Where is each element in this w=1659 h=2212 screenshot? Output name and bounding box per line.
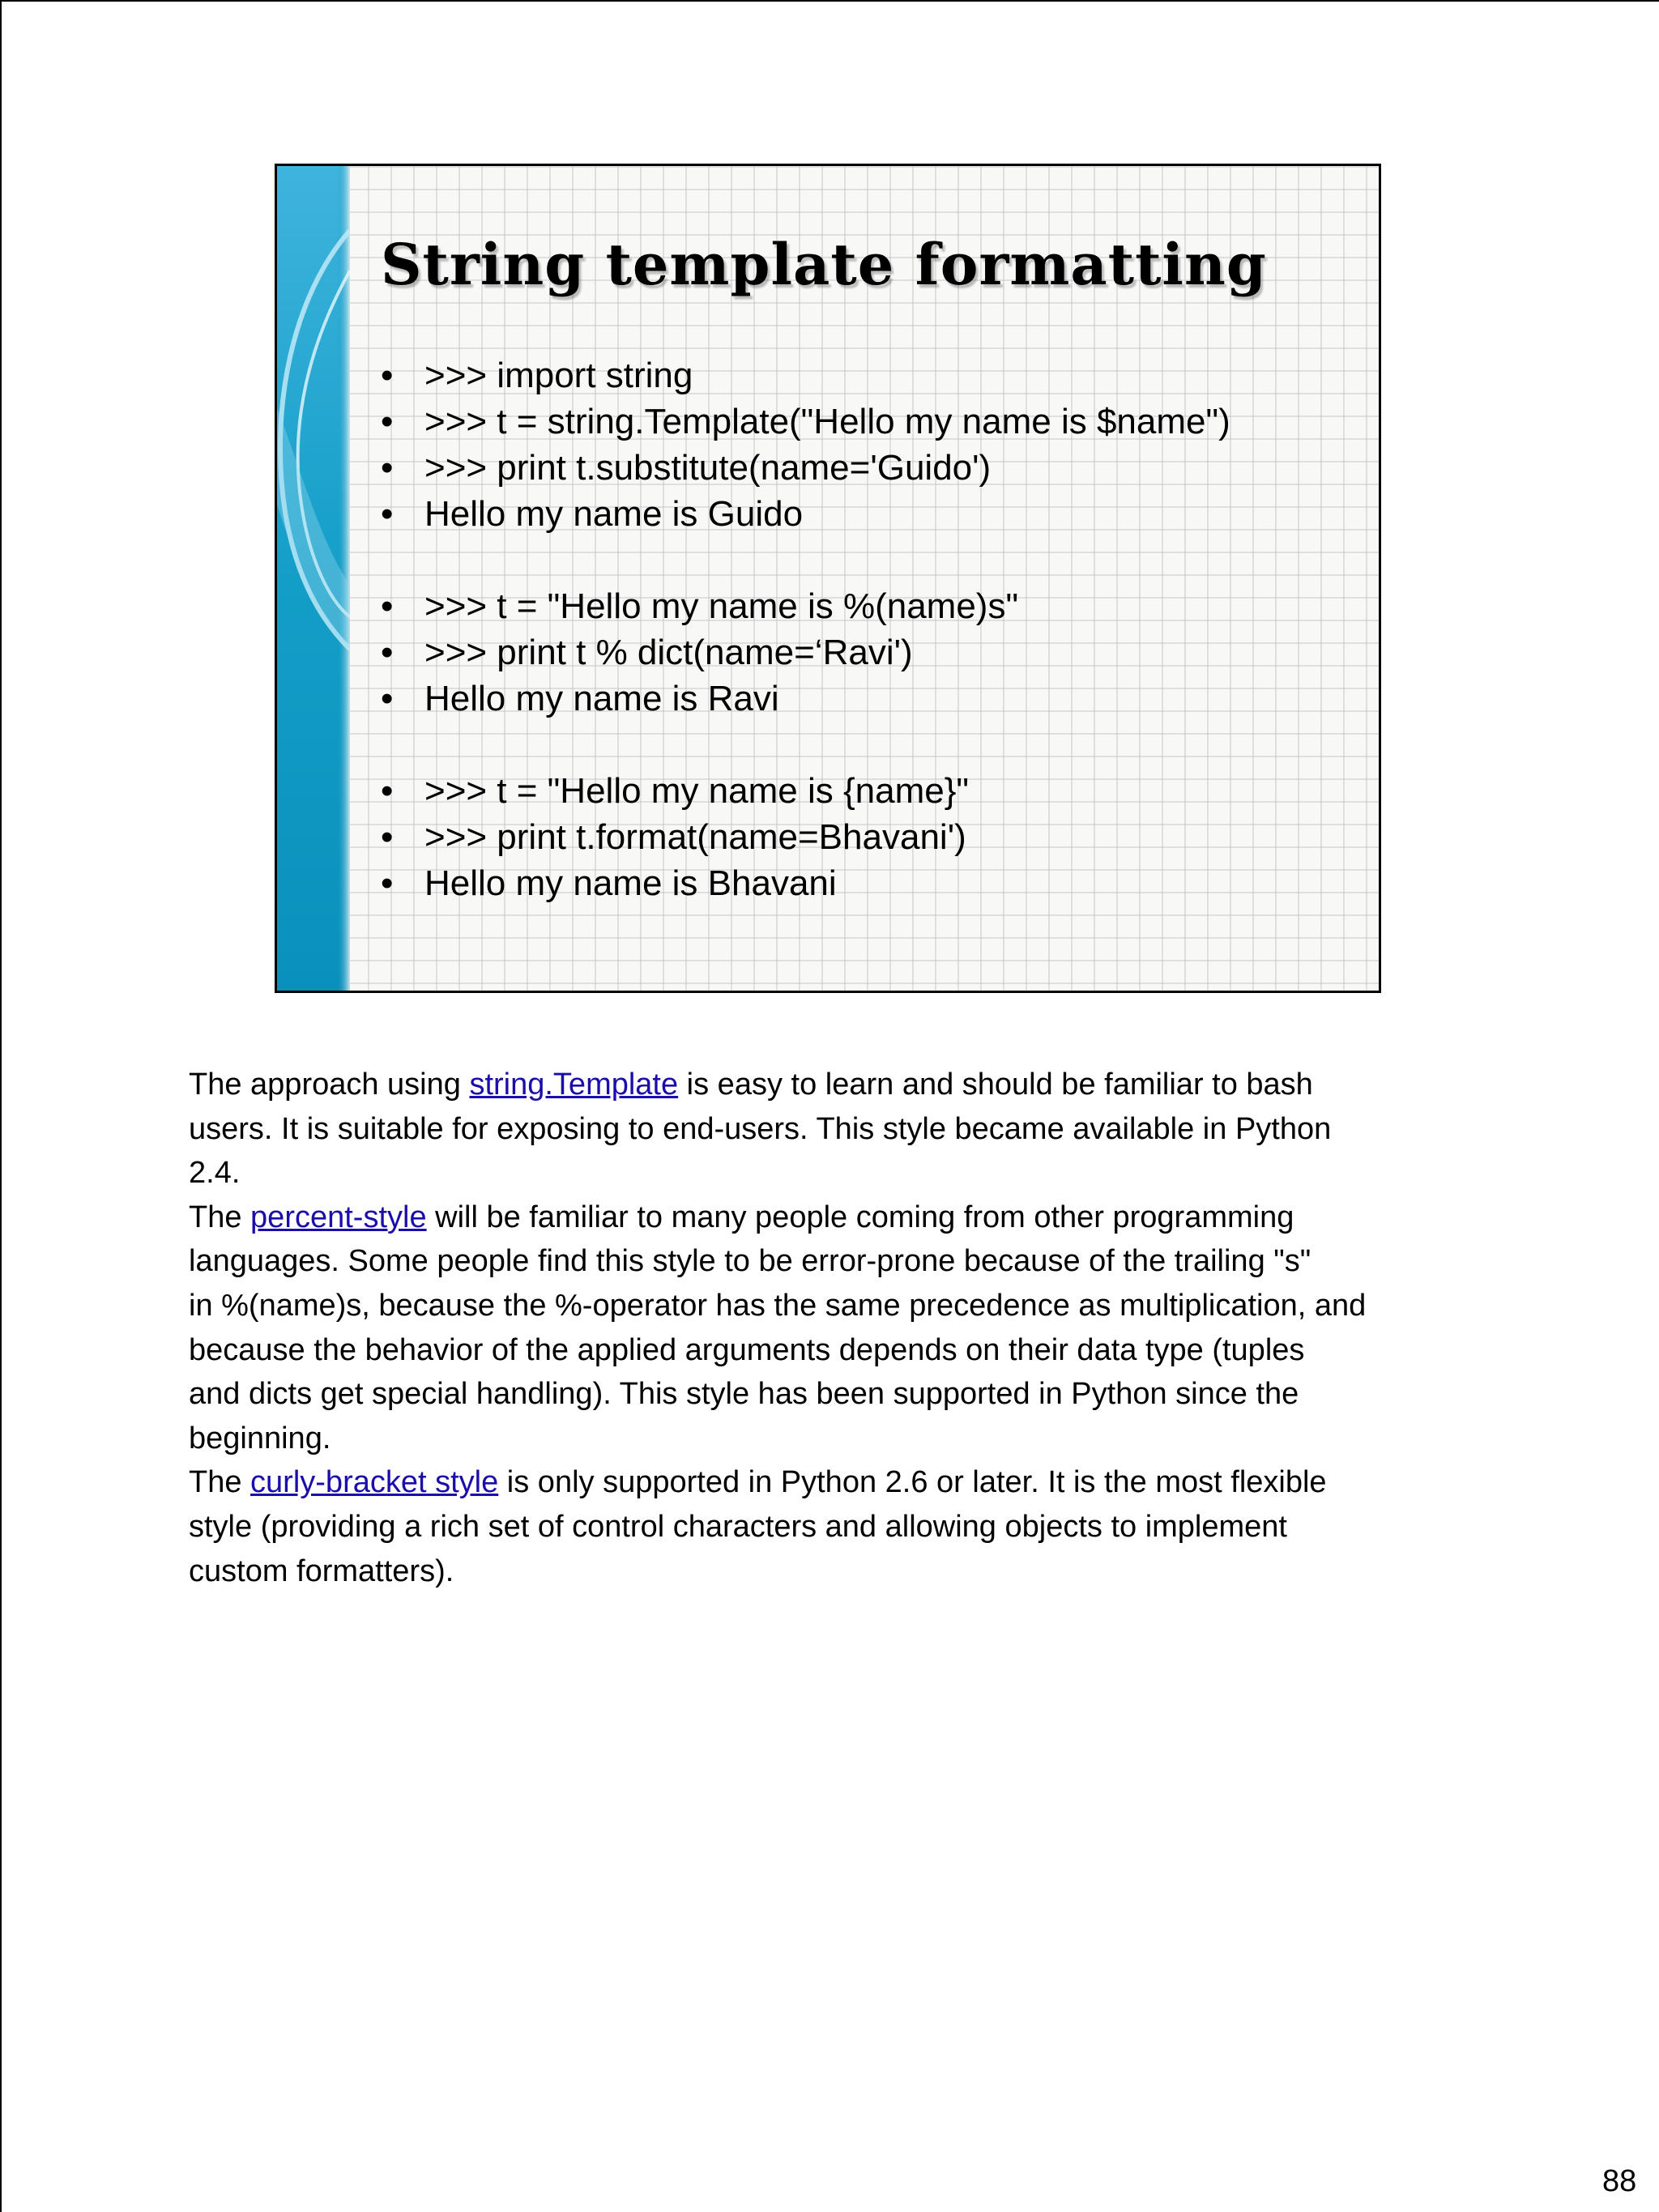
text-line: languages. Some people find this style to be error-prone because of the trailing "s" — [189, 1244, 1311, 1279]
list-item-text: Hello my name is Bhavani — [424, 863, 837, 903]
bullet-icon: • — [381, 863, 394, 903]
list-item — [381, 768, 1230, 814]
list-item — [381, 814, 1230, 860]
list-item-text: >>> print t.substitute(name='Guido') — [424, 448, 992, 488]
text-segment: The — [189, 1465, 251, 1500]
notes-text — [189, 1063, 1485, 1593]
text-line: and dicts get special handling). This style has been supported in Python since the — [189, 1377, 1299, 1412]
list-item-text: >>> t = string.Template("Hello my name is $name") — [424, 402, 1230, 441]
string-template-link[interactable]: string.Template — [469, 1068, 679, 1102]
bullet-icon: • — [381, 448, 394, 488]
bullet-icon: • — [381, 633, 394, 672]
list-item-text: >>> t = "Hello my name is {name}" — [424, 771, 970, 811]
text-line: in %(name)s, because the %-operator has the same precedence as multiplication, and — [189, 1288, 1367, 1323]
slide-decorative-bar — [277, 166, 350, 991]
list-item-text: >>> t = "Hello my name is %(name)s" — [424, 586, 1019, 626]
text-line: style (providing a rich set of control characters and allowing objects to implement — [189, 1509, 1287, 1544]
text-line: users. It is suitable for exposing to end-users. This style became available in Python — [189, 1111, 1332, 1146]
bullet-icon: • — [381, 586, 394, 626]
text-segment: The approach using — [189, 1068, 470, 1102]
text-line — [189, 1460, 1485, 1505]
bullet-icon: • — [381, 356, 394, 395]
slide-bullet-list — [381, 352, 1230, 906]
bullet-icon: • — [381, 771, 394, 811]
bullet-icon: • — [381, 679, 394, 718]
slide-image — [275, 164, 1381, 993]
bullet-icon: • — [381, 494, 394, 534]
list-item-text: >>> print t % dict(name=‘Ravi') — [424, 633, 913, 672]
page-number: 88 — [1602, 2164, 1637, 2198]
curly-bracket-style-link[interactable]: curly-bracket style — [250, 1465, 499, 1500]
text-line: because the behavior of the applied arguments depends on their data type (tuples — [189, 1332, 1305, 1367]
slide-title: String template formatting — [381, 231, 1267, 298]
text-line: beginning. — [189, 1421, 331, 1455]
list-item — [381, 445, 1230, 491]
list-item — [381, 399, 1230, 445]
list-item — [381, 583, 1230, 629]
text-line — [189, 1063, 1485, 1107]
bullet-icon: • — [381, 817, 394, 857]
text-line — [189, 1196, 1485, 1240]
list-item-text: Hello my name is Guido — [424, 494, 804, 534]
list-item-text: Hello my name is Ravi — [424, 679, 779, 718]
text-segment: will be familiar to many people coming from other programming — [426, 1200, 1294, 1234]
list-item — [381, 352, 1230, 399]
list-item-text: >>> print t.format(name=Bhavani') — [424, 817, 966, 857]
text-segment: is only supported in Python 2.6 or later. It is the most flexible — [498, 1465, 1327, 1500]
text-line: custom formatters). — [189, 1554, 454, 1588]
bullet-icon: • — [381, 402, 394, 441]
text-line: 2.4. — [189, 1156, 241, 1191]
text-segment: is easy to learn and should be familiar to bash — [678, 1068, 1313, 1102]
list-item — [381, 491, 1230, 537]
text-segment: The — [189, 1200, 251, 1234]
percent-style-link[interactable]: percent-style — [250, 1200, 427, 1234]
list-item — [381, 676, 1230, 722]
list-item — [381, 629, 1230, 676]
list-item-text: >>> import string — [424, 356, 693, 395]
list-item — [381, 860, 1230, 906]
